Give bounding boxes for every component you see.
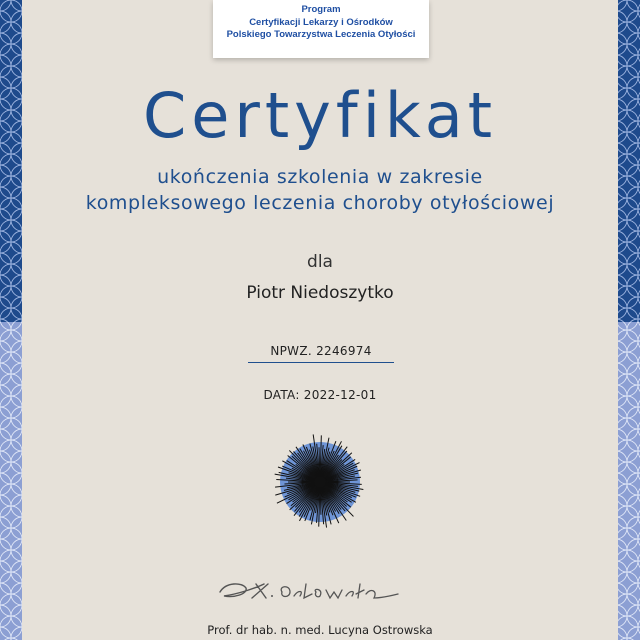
subtitle-line-2: kompleksowego leczenia choroby otyłościowej [85,192,555,214]
recipient-name: Piotr Niedoszytko [246,283,394,303]
program-header-line-3: Polskiego Towarzystwa Leczenia Otyłości [226,29,416,40]
subtitle-line-1: ukończenia szkolenia w zakresie [157,166,483,188]
certificate-subtitle [0,164,640,216]
program-header-card [213,0,429,58]
program-header-line-1: Program [301,4,341,15]
starburst-seal-icon [268,430,372,534]
signature-image [212,570,412,610]
for-label: dla [307,252,333,272]
program-header-line-2: Certyfikacji Lekarzy i Ośrodków [249,16,393,28]
npwz-number: NPWZ. 2246974 [248,344,394,363]
signer-name: Prof. dr hab. n. med. Lucyna Ostrowska [207,623,433,637]
certificate-title: Certyfikat [142,79,498,152]
certificate-date: DATA: 2022-12-01 [263,388,377,402]
